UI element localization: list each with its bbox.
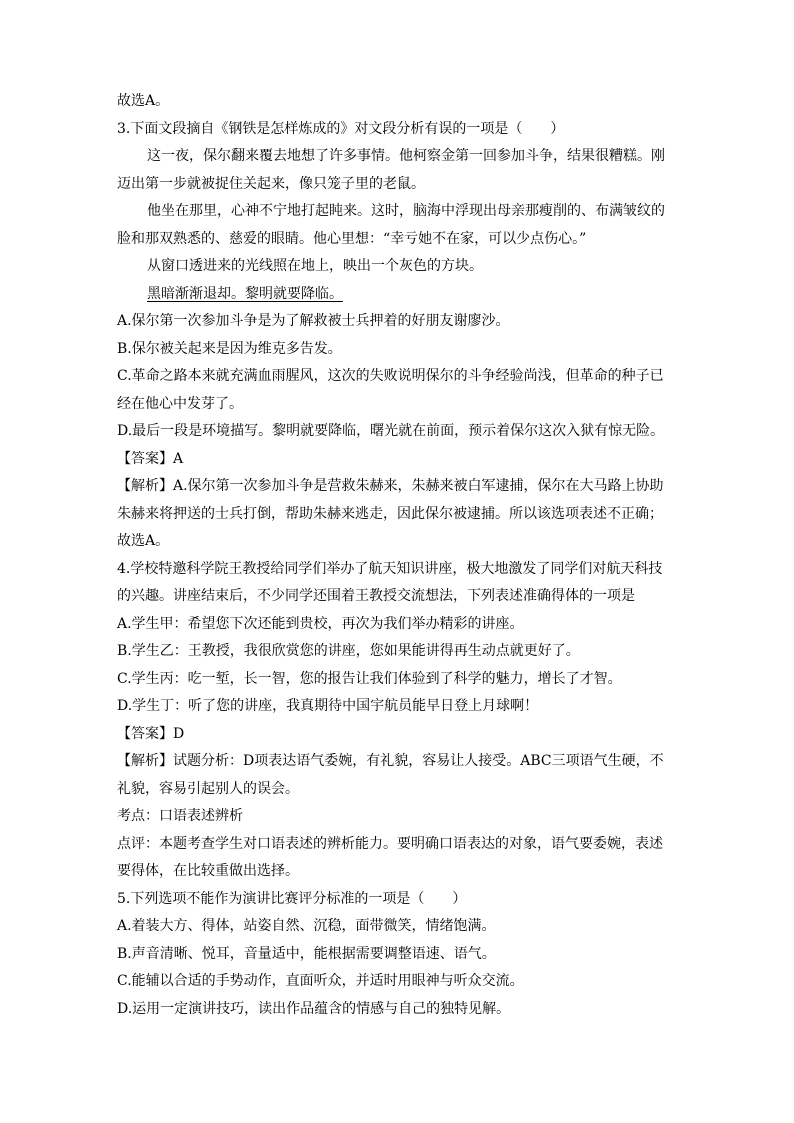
option-d: D.最后一段是环境描写。黎明就要降临，曙光就在前面，预示着保尔这次入狱有惊无险。 bbox=[117, 423, 665, 439]
option-d: D.学生丁：听了您的讲座，我真期待中国宇航员能早日登上月球啊！ bbox=[117, 698, 539, 714]
passage-line: 这一夜，保尔翻来覆去地想了许多事情。他柯察金第一回参加斗争，结果很糟糕。刚 bbox=[147, 148, 665, 164]
question-3-stem: 3.下面文段摘自《钢铁是怎样炼成的》对文段分析有误的一项是（ ） bbox=[117, 120, 565, 137]
option-a: A.着装大方、得体，站姿自然、沉稳，面带微笑，情绪饱满。 bbox=[117, 918, 496, 934]
text-line: 故选A。 bbox=[117, 533, 170, 549]
passage-underlined-line bbox=[117, 281, 677, 309]
comment-line: 要得体，在比较重做出选择。 bbox=[117, 863, 299, 879]
analysis-line: 【解析】A.保尔第一次参加斗争是营救朱赫来，朱赫来被白军逮捕，保尔在大马路上协助 bbox=[117, 478, 664, 494]
answer-label: 【答案】D bbox=[117, 725, 185, 742]
underlined-text: 黑暗渐渐退却。黎明就要降临。 bbox=[147, 285, 343, 302]
comment-line: 点评：本题考查学生对口语表述的辨析能力。要明确口语表达的对象，语气要委婉，表述 bbox=[117, 835, 663, 852]
passage-line: 他坐在那里，心神不宁地打起盹来。这时，脑海中浮现出母亲那瘦削的、布满皱纹的 bbox=[147, 203, 665, 219]
passage-line: 从窗口透进来的光线照在地上，映出一个灰色的方块。 bbox=[147, 258, 483, 274]
document-body bbox=[117, 88, 677, 1023]
answer-label: 【答案】A bbox=[117, 450, 184, 467]
question-4-stem: 4.学校特邀科学院王教授给同学们举办了航天知识讲座，极大地激发了同学们对航天科技 bbox=[117, 560, 663, 577]
question-5-stem: 5.下列选项不能作为演讲比赛评分标准的一项是（ ） bbox=[117, 890, 467, 907]
option-a: A.学生甲：希望您下次还能到贵校，再次为我们举办精彩的讲座。 bbox=[117, 615, 524, 632]
option-d: D.运用一定演讲技巧，读出作品蕴含的情感与自己的独特见解。 bbox=[117, 1000, 511, 1017]
option-c-cont: 经在他心中发芽了。 bbox=[117, 395, 243, 412]
option-c: C.革命之路本来就充满血雨腥风，这次的失败说明保尔的斗争经验尚浅，但革命的种子已 bbox=[117, 368, 664, 384]
analysis-line: 【解析】试题分析：D项表达语气委婉，有礼貌，容易让人接受。ABC三项语气生硬，不 bbox=[117, 753, 664, 769]
analysis-line: 朱赫来将押送的士兵打倒，帮助朱赫来逃走，因此保尔被逮捕。所以该选项表述不正确； bbox=[117, 505, 663, 522]
question-4-stem-cont: 的兴趣。讲座结束后，不少同学还围着王教授交流想法，下列表述准确得体的一项是 bbox=[117, 588, 635, 604]
exam-point: 考点：口语表述辨析 bbox=[117, 808, 243, 824]
option-b: B.保尔被关起来是因为维克多告发。 bbox=[117, 340, 342, 357]
option-b: B.学生乙：王教授，我很欣赏您的讲座，您如果能讲得再生动点就更好了。 bbox=[117, 643, 580, 659]
text-line: 故选A。 bbox=[117, 93, 170, 109]
option-c: C.能辅以合适的手势动作，直面听众，并适时用眼神与听众交流。 bbox=[117, 973, 524, 989]
passage-line: 迈出第一步就被捉住关起来，像只笼子里的老鼠。 bbox=[117, 175, 425, 192]
option-b: B.声音清晰、悦耳，音量适中，能根据需要调整语速、语气。 bbox=[117, 945, 496, 962]
option-c: C.学生丙：吃一堑，长一智，您的报告让我们体验到了科学的魅力，增长了才智。 bbox=[117, 670, 622, 687]
passage-line: 脸和那双熟悉的、慈爱的眼睛。他心里想：“幸亏她不在家，可以少点伤心。” bbox=[117, 230, 587, 247]
analysis-line: 礼貌，容易引起别人的误会。 bbox=[117, 780, 299, 797]
option-a: A.保尔第一次参加斗争是为了解救被士兵押着的好朋友谢廖沙。 bbox=[117, 313, 510, 329]
